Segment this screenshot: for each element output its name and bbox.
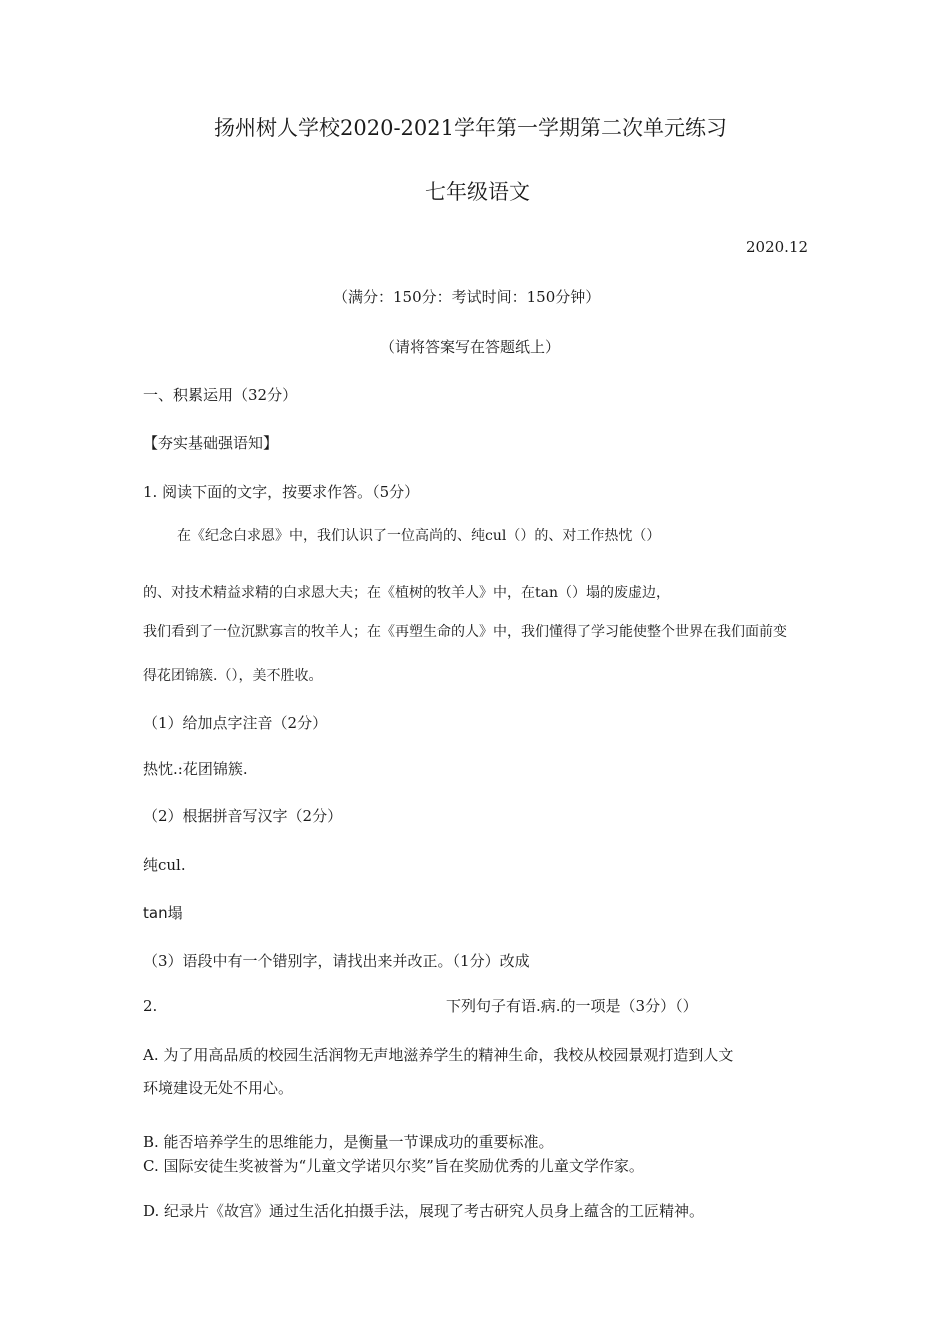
score-info: （满分：150分：考试时间：150分钟） bbox=[333, 288, 601, 306]
section-heading: 一、积累运用（32分） bbox=[143, 386, 298, 404]
exam-date: 2020.12 bbox=[746, 238, 809, 256]
answer-instruction: （请将答案写在答题纸上） bbox=[380, 338, 561, 356]
option-d: D. 纪录片《故宫》通过生活化拍摄手法，展现了考古研究人员身上蕴含的工匠精神。 bbox=[143, 1202, 705, 1220]
question-2-stem: 下列句子有语.病.的一项是（3分）（） bbox=[446, 997, 698, 1015]
question-2-number: 2. bbox=[143, 997, 158, 1015]
subquestion-1: （1）给加点字注音（2分） bbox=[143, 714, 328, 732]
option-c: C. 国际安徒生奖被誉为“儿童文学诺贝尔奖”旨在奖励优秀的儿童文学作家。 bbox=[143, 1157, 644, 1175]
subquestion-2: （2）根据拼音写汉字（2分） bbox=[143, 807, 343, 825]
section-subheading: 【夯实基础强语知】 bbox=[143, 434, 279, 452]
passage-line: 在《纪念白求恩》中，我们认识了一位高尚的、纯cul（）的、对工作热忱（） bbox=[177, 528, 661, 544]
subquestion-3: （3）语段中有一个错别字，请找出来并改正。（1分）改成 bbox=[143, 952, 530, 970]
passage-line: 得花团锦簇.（），美不胜收。 bbox=[143, 668, 323, 684]
option-a: A. 为了用高品质的校园生活润物无声地滋养学生的精神生命，我校从校园景观打造到人文 bbox=[143, 1046, 734, 1064]
option-a-continued: 环境建设无处不用心。 bbox=[143, 1079, 294, 1097]
passage-line: 的、对技术精益求精的白求恩大夫；在《植树的牧羊人》中，在tan（）塌的废虚边， bbox=[143, 585, 670, 601]
subquestion-1-answer: 热忱.:花团锦簇. bbox=[143, 760, 248, 778]
passage-line: 我们看到了一位沉默寡言的牧羊人；在《再塑生命的人》中，我们懂得了学习能使整个世界在我们面前变 bbox=[143, 624, 787, 640]
subquestion-2-item: 纯cul. bbox=[143, 856, 186, 874]
exam-subtitle: 七年级语文 bbox=[425, 180, 530, 204]
question-1-stem: 1. 阅读下面的文字，按要求作答。（5分） bbox=[143, 483, 420, 501]
option-b: B. 能否培养学生的思维能力，是衡量一节课成功的重要标准。 bbox=[143, 1133, 554, 1151]
subquestion-2-item: tan塌 bbox=[143, 904, 183, 922]
exam-title: 扬州树人学校2020-2021学年第一学期第二次单元练习 bbox=[214, 116, 727, 140]
